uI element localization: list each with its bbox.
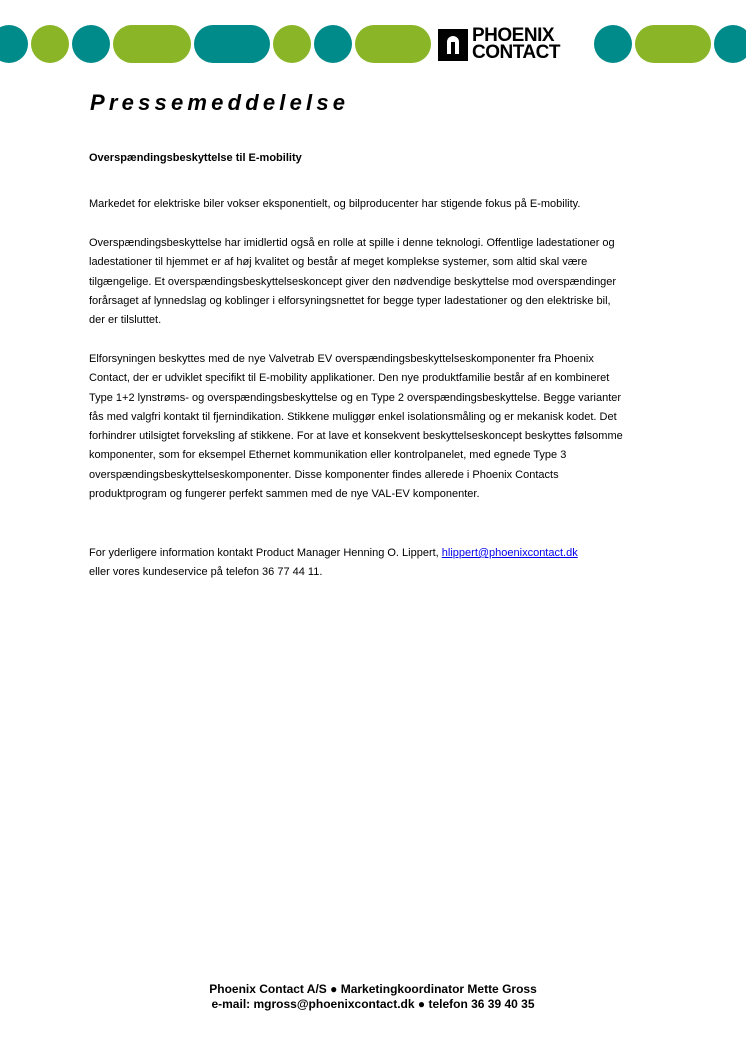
article-heading: Overspændingsbeskyttelse til E-mobility xyxy=(89,152,302,164)
green-pill xyxy=(355,25,431,63)
green-pill xyxy=(635,25,711,63)
footer-line-2: e-mail: mgross@phoenixcontact.dk ● telefon 36 39 40 35 xyxy=(211,997,535,1011)
document-title: Pressemeddelelse xyxy=(90,90,350,115)
teal-circle xyxy=(594,25,632,63)
contact-prefix: For yderligere information kontakt Product Manager Henning O. Lippert, xyxy=(89,547,442,559)
teal-pill xyxy=(194,25,270,63)
green-pill xyxy=(113,25,191,63)
footer-line-1: Phoenix Contact A/S ● Marketingkoordinator Mette Gross xyxy=(209,982,537,996)
phoenix-contact-logo xyxy=(436,25,590,63)
contact-suffix: eller vores kundeservice på telefon 36 77 44 11. xyxy=(89,566,323,579)
logo-text xyxy=(472,27,560,61)
green-circle xyxy=(31,25,69,63)
paragraph-intro: Markedet for elektriske biler vokser eksponentielt, og bilproducenter har stigende fokus på E-mobility. xyxy=(89,198,581,210)
paragraph-contact xyxy=(89,544,629,583)
teal-circle xyxy=(714,25,746,63)
logo-mark-icon xyxy=(438,29,468,61)
logo-line-1: PHOENIX xyxy=(472,25,555,46)
logo-line-2: CONTACT xyxy=(472,42,560,63)
green-circle xyxy=(273,25,311,63)
contact-email-link[interactable]: hlippert@phoenixcontact.dk xyxy=(441,547,578,559)
paragraph-protection: Overspændingsbeskyttelse har imidlertid også en rolle at spille i denne teknologi. Offentlige ladestationer og ladestationer til hjemmet er af høj kvalitet og består af meget komplekse systemer, som altid skal være tilgængelige. Et overspændingsbeskyttelseskoncept giver den nødvendige beskyttelse mod overspændinger forårsaget af lynnedslag og koblinger i elforsyningsnettet for begge typer ladestationer og den elektriske bil, der er tilsluttet. xyxy=(89,237,617,327)
teal-circle xyxy=(72,25,110,63)
teal-circle xyxy=(314,25,352,63)
teal-circle xyxy=(0,25,28,63)
paragraph-valvetrab: Elforsyningen beskyttes med de nye Valvetrab EV overspændingsbeskyttelseskomponenter fra Phoenix Contact, der er udviklet specifikt til E-mobility applikationer. Den nye produktfamilie består af en kombineret Type 1+2 lynstrøms- og overspændingsbeskyttelse og en Type 2 overspændingsbeskyttelse. Begge varianter fås med valgfri kontakt til fjernindikation. Stikkene muliggør enkel isolationsmåling og er mekanisk kodet. Det forhindrer utilsigtet forveksling af stikkene. For at lave et konsekvent beskyttelseskoncept beskyttes følsomme komponenter, som for eksempel Ethernet kommunikation eller kontrolpanelet, med egnede Type 3 overspændingsbeskyttelseskomponenter. Disse komponenter findes allerede i Phoenix Contacts produktprogram og fungerer perfekt sammen med de nye VAL-EV komponenter. xyxy=(89,353,623,501)
header-banner xyxy=(0,22,746,66)
